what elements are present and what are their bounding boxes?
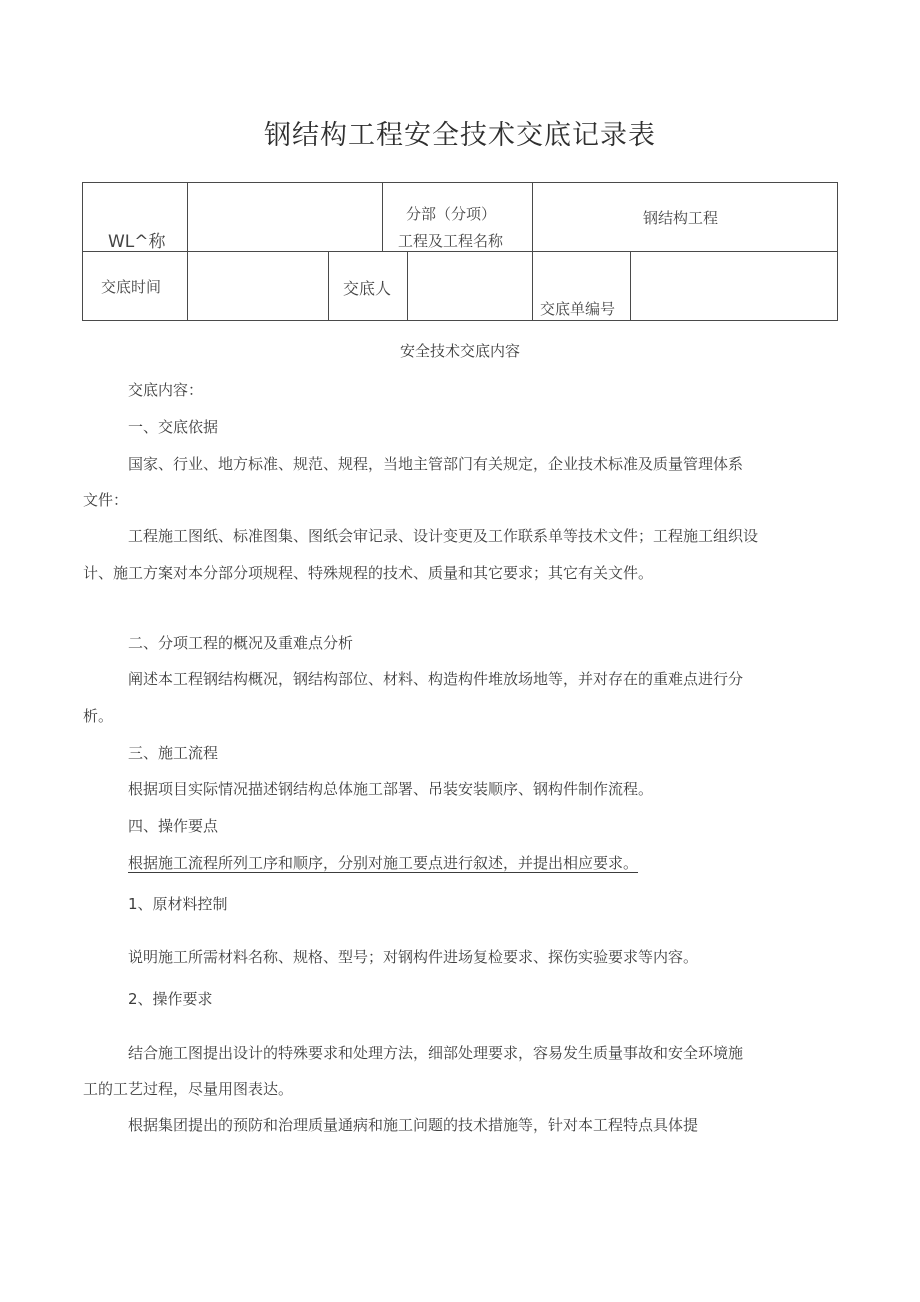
section-3-paragraph-1: 根据项目实际情况描述钢结构总体施工部署、吊装安装顺序、钢构件制作流程。 [128,780,654,798]
person-label: 交底人 [343,279,392,298]
section-2-paragraph-1-line-1: 阐述本工程钢结构概况，钢结构部位、材料、构造构件堆放场地等，并对存在的重难点进行分 [128,670,744,688]
section-4-1-heading: 1、原材料控制 [128,895,228,913]
number-label: 交底单编号 [540,300,616,318]
project-name-label: WL^称 [108,232,166,252]
section-3-heading: 三、施工流程 [128,744,219,762]
section-4-1-paragraph-1: 说明施工所需材料名称、规格、型号；对钢构件进场复检要求、探伤实验要求等内容。 [128,948,699,966]
section-4-2-paragraph-2: 根据集团提出的预防和治理质量通病和施工问题的技术措施等，针对本工程特点具体提 [128,1116,699,1134]
section-4-heading: 四、操作要点 [128,817,219,835]
info-table [82,182,838,321]
section-4-paragraph-1: 根据施工流程所列工序和顺序，分别对施工要点进行叙述，并提出相应要求。 [128,854,639,872]
time-label: 交底时间 [101,278,162,296]
section-4-2-paragraph-1-line-1: 结合施工图提出设计的特殊要求和处理方法，细部处理要求，容易发生质量事故和安全环境施 [128,1044,744,1062]
sub-project-label-line2: 工程及工程名称 [398,232,504,250]
content-heading: 安全技术交底内容 [399,342,520,360]
intro-text: 交底内容： [128,381,204,399]
section-4-2-heading: 2、操作要求 [128,990,213,1008]
document-title: 钢结构工程安全技术交底记录表 [264,120,656,151]
section-1-paragraph-2-line-2: 计、施工方案对本分部分项规程、特殊规程的技术、质量和其它要求；其它有关文件。 [83,564,654,582]
section-4-2-paragraph-1-line-2: 工的工艺过程，尽量用图表达。 [83,1080,294,1098]
section-1-paragraph-1-line-1: 国家、行业、地方标准、规范、规程，当地主管部门有关规定，企业技术标准及质量管理体系 [128,455,744,473]
section-1-heading: 一、交底依据 [128,418,219,436]
section-2-paragraph-1-line-2: 析。 [83,707,114,725]
section-1-paragraph-1-line-2: 文件： [83,491,129,509]
sub-project-value: 钢结构工程 [643,209,719,227]
section-1-paragraph-2-line-1: 工程施工图纸、标准图集、图纸会审记录、设计变更及工作联系单等技术文件；工程施工组织设 [128,527,759,545]
section-2-heading: 二、分项工程的概况及重难点分析 [128,634,354,652]
sub-project-label-line1: 分部（分项） [406,205,497,223]
